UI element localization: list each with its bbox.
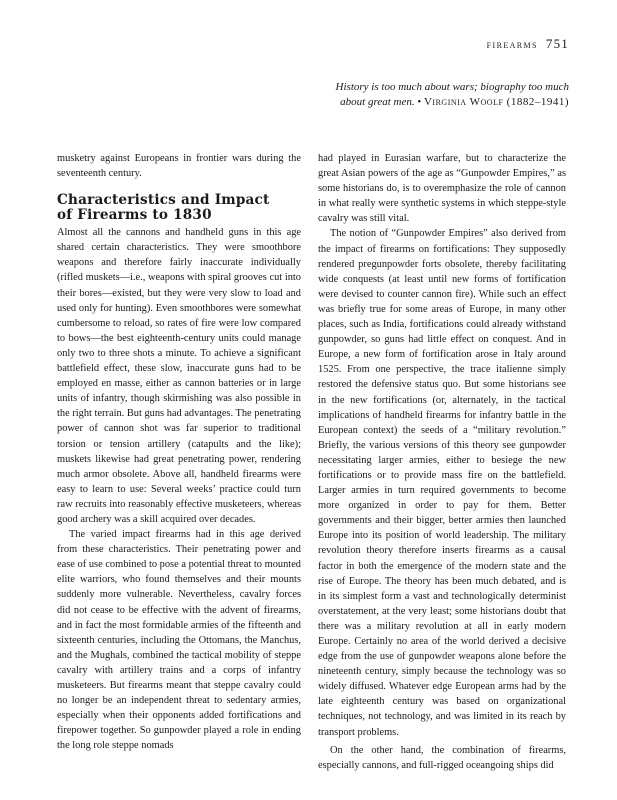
continued-paragraph: had played in Eurasian warfare, but to characterize the great Asian powers of the age as “Gunpowder Empires,” as some historians do, is to overemphasize the role of cannon in what really were synthetic systems in which steppe-style cavalry was still vital. bbox=[318, 153, 566, 225]
left-column bbox=[57, 151, 301, 753]
epigraph-quote-line-1: History is too much about wars; biography too much bbox=[335, 81, 569, 93]
body-paragraph: Almost all the cannons and handheld guns in this age shared certain characteristics. They were smoothbore weapons and therefore fairly inaccurate individually (rifled muskets—i.e., weapons with spiral grooves cut into their bores—existed, but they were very slow to load and used only for hunting). Even smoothbores were somewhat cumbersome to reload, so rates of fire were low compared to bows—the best eighteenth-century units could manage only two to three shots a minute. To achieve a significant battlefield effect, these slow, inaccurate guns had to be employed en masse, either as cannon batteries or in large units of infantry, though skirmishing was also possible in the right terrain. But guns had advantages. The penetrating power of cannon shot was far superior to traditional torsion or tension artillery (catapults and the like); muskets likewise had great penetrating power, rendering much armor obsolete. Above all, handheld firearms were easy to learn to use: Several weeks’ practice could turn raw recruits into reasonably effective musketeers, whereas good archery was a skill acquired over decades. bbox=[57, 227, 301, 525]
running-head bbox=[487, 36, 569, 52]
epigraph-quote-line-2: about great men. bbox=[340, 96, 415, 108]
running-title: firearms bbox=[486, 39, 538, 51]
body-paragraph: The varied impact firearms had in this age derived from these characteristics. Their penetrating power and ease of use combined to pose a potential threat to mounted elite warriors, who found themselves and their mounts suddenly more vulnerable. Nevertheless, cavalry forces did not cease to be effective with the advent of firearms, and in fact the most formidable armies of the fifteenth and sixteenth centuries, including the Ottomans, the Manchus, and the Mughals, combined the tactical mobility of steppe cavalry with artillery trains and a corps of infantry musketeers. But firearms meant that steppe cavalry could no longer be an independent threat to sedentary armies, especially when their opponents added fortifications and firepower together. So gunpowder played a role in ending the long role steppe nomads bbox=[57, 529, 301, 752]
epigraph-line-2 bbox=[269, 95, 569, 110]
epigraph-attribution: Virginia Woolf (1882–1941) bbox=[423, 96, 569, 108]
page-number: 751 bbox=[545, 36, 569, 51]
right-column bbox=[318, 151, 566, 773]
epigraph bbox=[269, 80, 569, 110]
epigraph-separator: • bbox=[414, 96, 424, 108]
continued-paragraph: musketry against Europeans in frontier wars during the seventeenth century. bbox=[57, 153, 301, 180]
section-heading-line-2: of Firearms to 1830 bbox=[57, 207, 212, 224]
body-paragraph: The notion of “Gunpowder Empires” also derived from the impact of firearms on fortifications: They supposedly rendered pregunpowder forts obsolete, thereby facilitating wide conquests (at least until new forms of fortification were devised to counter cannon fire). While such an effect was briefly true for some areas of Europe, in many other places, such as India, fortifications could already withstand gunpowder, so guns had little effect on conquest. And in Europe, a new form of fortification arose in Italy around 1525. From one perspective, the trace italienne simply restored the defensive status quo. But some historians see in the new fortifications (or, alternately, in the tactical implications of handheld firearms for infantry battle in the European context) the seeds of a “military revolution.” Briefly, the various versions of this theory see gunpowder necessitating larger armies, either to besiege the new fortifications or to provide mass fire on the battlefield. Larger armies in turn required governments to become more organized in order to pay for them. Better governments and their bigger, better armies then launched Europe into its position of world leadership. The military revolution theory therefore inserts firearms as a causal factor in both the emergence of the modern state and the rise of Europe. The theory has been much debated, and is in its simplest form a vast and technologically determinist overstatement, at the very least; some historians doubt that there was a military revolution at all in early modern Europe. Certainly no area of the world derived a decisive edge from the use of gunpowder weapons alone before the nineteenth century, simply because the technology was so widely diffused. Whatever edge European arms had by the late eighteenth century was based on organizational techniques, not technology, and was limited in its reach by transport problems. bbox=[318, 228, 566, 738]
body-paragraph: On the other hand, the combination of firearms, especially cannons, and full-rigged oceangoing ships did bbox=[318, 744, 566, 771]
section-heading-line-1: Characteristics and Impact bbox=[57, 192, 270, 209]
section-heading bbox=[57, 193, 301, 223]
